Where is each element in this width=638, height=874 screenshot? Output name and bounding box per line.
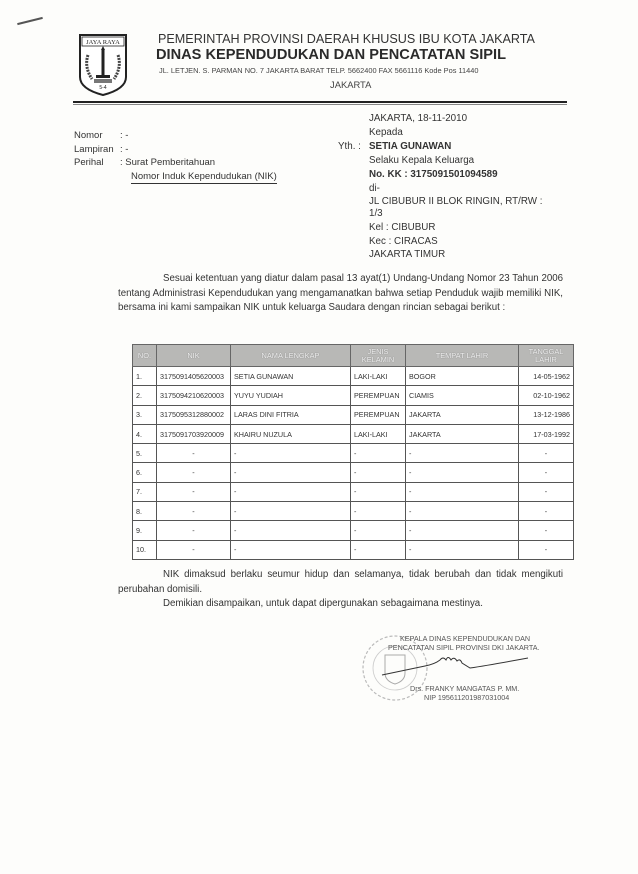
cell-jenis-kelamin: LAKI-LAKI bbox=[351, 367, 406, 386]
header-government-line: PEMERINTAH PROVINSI DAERAH KHUSUS IBU KOTA JAKARTA bbox=[158, 32, 535, 46]
di-text: di- bbox=[369, 183, 380, 194]
cell-nama: - bbox=[231, 482, 351, 501]
cell-nik: - bbox=[157, 463, 231, 482]
cell-tanggal-lahir: 02-10-1962 bbox=[519, 386, 574, 405]
cell-nama: - bbox=[231, 463, 351, 482]
table-row bbox=[133, 502, 574, 521]
cell-no: 10. bbox=[133, 540, 157, 559]
perihal-label: Perihal bbox=[74, 157, 104, 168]
intro-text: Sesuai ketentuan yang diatur dalam pasal 13 ayat(1) Undang-Undang Nomor 23 Tahun 2006 tentang Administrasi Kependudukan yang mengamanatkan bahwa setiap Penduduk wajib memiliki NIK, bersama ini kami sampaikan NIK untuk keluarga Saudara dengan rincian sebagai berikut : bbox=[118, 273, 563, 313]
table-row bbox=[133, 424, 574, 443]
cell-tempat-lahir: - bbox=[406, 463, 519, 482]
cell-nama: - bbox=[231, 540, 351, 559]
recipient-role: Selaku Kepala Keluarga bbox=[369, 155, 475, 166]
validity-text: NIK dimaksud berlaku seumur hidup dan selamanya, tidak berubah dan tidak mengikuti perubahan domisili. bbox=[118, 569, 563, 595]
cell-jenis-kelamin: LAKI-LAKI bbox=[351, 424, 406, 443]
meta-perihal bbox=[74, 157, 215, 168]
lampiran-value: : - bbox=[120, 144, 129, 155]
letter-date: JAKARTA, 18-11-2010 bbox=[369, 113, 468, 124]
cell-tempat-lahir: CIAMIS bbox=[406, 386, 519, 405]
table-row bbox=[133, 482, 574, 501]
nomor-label: Nomor bbox=[74, 130, 103, 141]
cell-nik: - bbox=[157, 502, 231, 521]
cell-jenis-kelamin: - bbox=[351, 502, 406, 521]
intro-paragraph bbox=[118, 272, 563, 316]
cell-nama: KHAIRU NUZULA bbox=[231, 424, 351, 443]
cell-tanggal-lahir: 17-03-1992 bbox=[519, 424, 574, 443]
cell-nik: - bbox=[157, 482, 231, 501]
cell-jenis-kelamin: - bbox=[351, 444, 406, 463]
handwritten-signature bbox=[380, 650, 530, 680]
signatory-title-line2: PENCATATAN SIPIL PROVINSI DKI JAKARTA. bbox=[388, 643, 540, 652]
cell-nama: - bbox=[231, 444, 351, 463]
cell-tanggal-lahir: - bbox=[519, 521, 574, 540]
col-header-nama: NAMA LENGKAP bbox=[231, 345, 351, 367]
pen-mark bbox=[17, 17, 43, 25]
nomor-value: : - bbox=[120, 130, 129, 141]
table-row bbox=[133, 444, 574, 463]
cell-nama: LARAS DINI FITRIA bbox=[231, 405, 351, 424]
address-line2: 1/3 bbox=[369, 208, 383, 219]
kepada-text: Kepada bbox=[369, 127, 403, 138]
header-city: JAKARTA bbox=[330, 79, 372, 90]
cell-nik: 3175095312880002 bbox=[157, 405, 231, 424]
cell-tempat-lahir: JAKARTA bbox=[406, 405, 519, 424]
address-line1: JL CIBUBUR II BLOK RINGIN, RT/RW : bbox=[369, 196, 543, 207]
col-header-no: NO. bbox=[133, 345, 157, 367]
cell-no: 5. bbox=[133, 444, 157, 463]
cell-no: 8. bbox=[133, 502, 157, 521]
meta-lampiran bbox=[74, 144, 128, 155]
nik-table bbox=[132, 344, 574, 560]
cell-jenis-kelamin: PEREMPUAN bbox=[351, 405, 406, 424]
col-header-tanggal-lahir: TANGGAL LAHIR bbox=[519, 345, 574, 367]
cell-jenis-kelamin: - bbox=[351, 463, 406, 482]
header-address: JL. LETJEN. S. PARMAN NO. 7 JAKARTA BARAT TELP. 5662400 FAX 5661116 Kode Pos 11440 bbox=[159, 66, 479, 75]
cell-tanggal-lahir: - bbox=[519, 502, 574, 521]
table-row bbox=[133, 405, 574, 424]
header-agency-name: DINAS KEPENDUDUKAN DAN PENCATATAN SIPIL bbox=[156, 47, 506, 63]
cell-tempat-lahir: - bbox=[406, 540, 519, 559]
cell-no: 1. bbox=[133, 367, 157, 386]
cell-tempat-lahir: JAKARTA bbox=[406, 424, 519, 443]
yth-label: Yth. : bbox=[338, 141, 361, 152]
svg-text:JAYA RAYA: JAYA RAYA bbox=[86, 39, 120, 46]
cell-tempat-lahir: BOGOR bbox=[406, 367, 519, 386]
table-row bbox=[133, 367, 574, 386]
header-rule-thin bbox=[73, 104, 567, 105]
city: JAKARTA TIMUR bbox=[369, 249, 446, 260]
recipient-name: SETIA GUNAWAN bbox=[369, 141, 452, 152]
cell-tanggal-lahir: 13-12-1986 bbox=[519, 405, 574, 424]
cell-no: 9. bbox=[133, 521, 157, 540]
cell-nama: YUYU YUDIAH bbox=[231, 386, 351, 405]
cell-nik: 3175091703920009 bbox=[157, 424, 231, 443]
validity-paragraph bbox=[118, 568, 563, 597]
svg-text:5-4: 5-4 bbox=[99, 85, 107, 91]
cell-jenis-kelamin: - bbox=[351, 540, 406, 559]
cell-nik: - bbox=[157, 444, 231, 463]
signatory-name: Drs. FRANKY MANGATAS P. MM. bbox=[410, 684, 520, 693]
col-header-nik: NIK bbox=[157, 345, 231, 367]
table-row bbox=[133, 386, 574, 405]
cell-jenis-kelamin: PEREMPUAN bbox=[351, 386, 406, 405]
cell-no: 7. bbox=[133, 482, 157, 501]
meta-nomor bbox=[74, 130, 128, 141]
table-row bbox=[133, 521, 574, 540]
cell-tempat-lahir: - bbox=[406, 502, 519, 521]
header-rule-thick bbox=[73, 101, 567, 103]
cell-tempat-lahir: - bbox=[406, 521, 519, 540]
cell-tanggal-lahir: - bbox=[519, 540, 574, 559]
kelurahan: Kel : CIBUBUR bbox=[369, 222, 436, 233]
cell-tanggal-lahir: - bbox=[519, 482, 574, 501]
table-row bbox=[133, 540, 574, 559]
cell-nik: 3175094210620003 bbox=[157, 386, 231, 405]
cell-tanggal-lahir: - bbox=[519, 444, 574, 463]
cell-no: 2. bbox=[133, 386, 157, 405]
signatory-title-line1: KEPALA DINAS KEPENDUDUKAN DAN bbox=[400, 634, 531, 643]
closing-paragraph bbox=[118, 597, 563, 612]
table-row bbox=[133, 463, 574, 482]
cell-nama: - bbox=[231, 521, 351, 540]
cell-nama: SETIA GUNAWAN bbox=[231, 367, 351, 386]
cell-nik: - bbox=[157, 540, 231, 559]
cell-nama: - bbox=[231, 502, 351, 521]
col-header-jenis-kelamin: JENIS KELAMIN bbox=[351, 345, 406, 367]
table-header-row bbox=[133, 345, 574, 367]
lampiran-label: Lampiran bbox=[74, 144, 114, 155]
cell-nik: 3175091405620003 bbox=[157, 367, 231, 386]
cell-jenis-kelamin: - bbox=[351, 521, 406, 540]
kecamatan: Kec : CIRACAS bbox=[369, 236, 438, 247]
family-card-number: No. KK : 3175091501094589 bbox=[369, 169, 498, 180]
cell-nik: - bbox=[157, 521, 231, 540]
cell-no: 3. bbox=[133, 405, 157, 424]
cell-no: 6. bbox=[133, 463, 157, 482]
cell-tempat-lahir: - bbox=[406, 482, 519, 501]
cell-jenis-kelamin: - bbox=[351, 482, 406, 501]
perihal-subject: Nomor Induk Kependudukan (NIK) bbox=[131, 171, 277, 182]
perihal-value: : Surat Pemberitahuan bbox=[120, 157, 216, 168]
cell-tanggal-lahir: 14-05-1962 bbox=[519, 367, 574, 386]
col-header-tempat-lahir: TEMPAT LAHIR bbox=[406, 345, 519, 367]
cell-tempat-lahir: - bbox=[406, 444, 519, 463]
cell-no: 4. bbox=[133, 424, 157, 443]
cell-tanggal-lahir: - bbox=[519, 463, 574, 482]
jakarta-emblem-logo bbox=[78, 33, 128, 97]
signatory-nip: NIP 195611201987031004 bbox=[424, 693, 510, 702]
closing-text: Demikian disampaikan, untuk dapat dipergunakan sebagaimana mestinya. bbox=[163, 598, 483, 609]
